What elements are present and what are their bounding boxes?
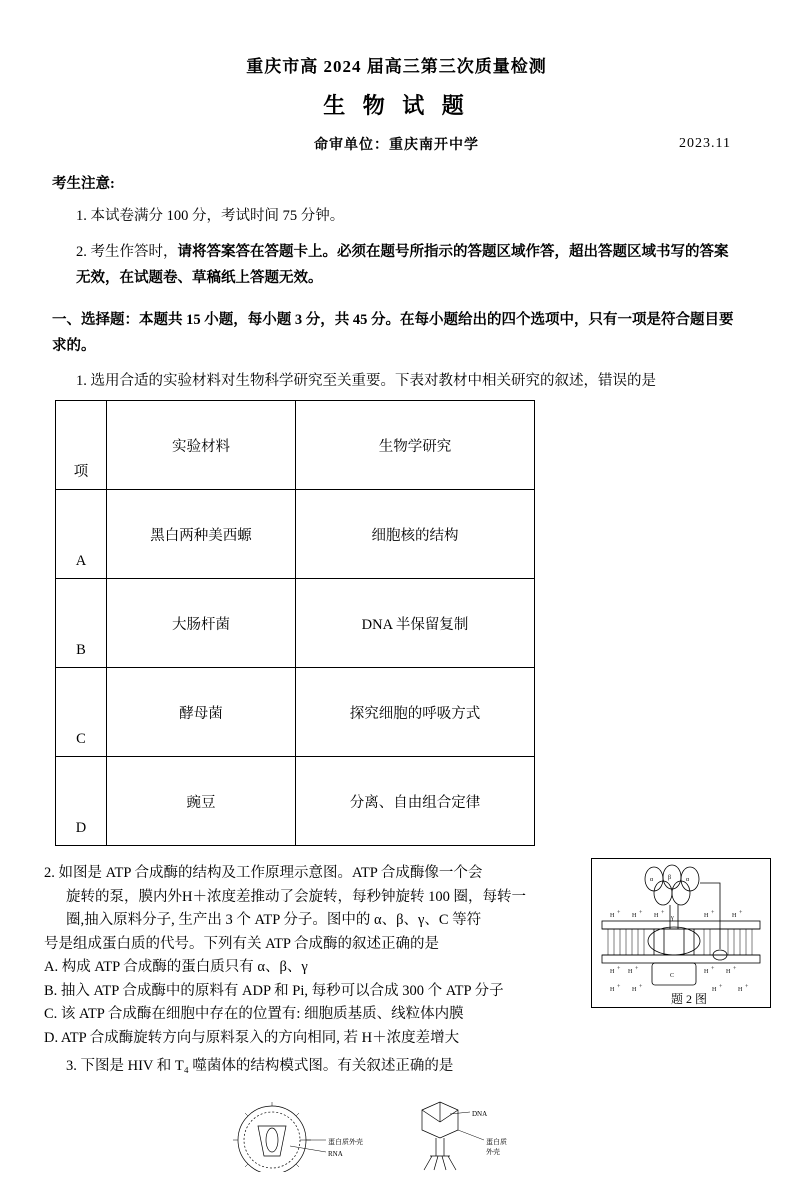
- svg-text:α: α: [686, 877, 690, 883]
- atp-synthase-diagram: [592, 859, 770, 1007]
- notice-item-2: [76, 240, 736, 291]
- svg-text:H: H: [704, 913, 709, 919]
- svg-text:+: +: [617, 910, 621, 916]
- svg-text:H: H: [610, 913, 615, 919]
- hiv-t4-figure: [200, 1100, 600, 1172]
- table-header-study: 生物学研究: [296, 401, 535, 490]
- question-2-block: [44, 862, 564, 1050]
- svg-text:H: H: [732, 913, 737, 919]
- table-row: [56, 668, 535, 757]
- svg-text:+: +: [661, 910, 665, 916]
- svg-text:+: +: [719, 984, 723, 990]
- question-2-option-b: B. 抽入 ATP 合成酶中的原料有 ADP 和 Pi, 每秒可以合成 300 个 ATP 分子: [44, 982, 504, 999]
- svg-text:H: H: [704, 969, 709, 975]
- table-header-material: 实验材料: [107, 401, 296, 490]
- notice-item-2-part-a: 2. 考生作答时，: [76, 244, 178, 261]
- svg-text:+: +: [739, 910, 743, 916]
- svg-text:蛋白质外壳: 蛋白质外壳: [328, 1138, 363, 1146]
- svg-text:+: +: [711, 966, 715, 972]
- table-row: [56, 490, 535, 579]
- question-2-option-d: D. ATP 合成酶旋转方向与原料泵入的方向相同, 若 H＋浓度差增大: [44, 1029, 460, 1046]
- page-title: 重庆市高 2024 届高三第三次质量检测: [246, 57, 547, 76]
- table-row-label: A: [56, 490, 107, 579]
- notice-item-2-part-d: 写的答案无效: [76, 244, 729, 286]
- table-cell-material: 大肠杆菌: [107, 579, 296, 668]
- svg-text:β: β: [668, 875, 672, 881]
- question-3-text: 3. 下图是 HIV 和 T₄ 噬菌体的结构模式图。有关叙述正确的是: [66, 1058, 454, 1075]
- svg-text:DNA: DNA: [472, 1110, 488, 1118]
- notice-heading: 考生注意:: [52, 176, 115, 192]
- question-2-option-a: A. 构成 ATP 合成酶的蛋白质只有 α、β、γ: [44, 959, 308, 976]
- question-2-option-c: C. 该 ATP 合成酶在细胞中存在的位置有: 细胞质基质、线粒体内膜: [44, 1006, 464, 1023]
- section-one-text: 本题共 15 小题，每小题 3 分，共 45 分。在每小题给出的四个选项中，只有一项是符合题目要求的。: [52, 312, 734, 355]
- question-2-line-3: 圈,抽入原料分子, 生产出 3 个 ATP 分子。图中的 α、β、γ、C 等符: [66, 912, 482, 929]
- svg-text:H: H: [738, 987, 743, 993]
- table-row-label: D: [56, 757, 107, 846]
- question-1-table: [55, 400, 535, 846]
- svg-text:H: H: [726, 969, 731, 975]
- table-row-label: B: [56, 579, 107, 668]
- svg-text:蛋白质: 蛋白质: [486, 1138, 507, 1146]
- question-2-line-2: 旋转的泵，膜内外H＋浓度差推动了会旋转，每秒钟旋转 100 圈，每转一: [66, 888, 526, 905]
- svg-text:H: H: [654, 913, 659, 919]
- table-header-row: [56, 401, 535, 490]
- table-cell-study: 细胞核的结构: [296, 490, 535, 579]
- svg-text:H: H: [610, 969, 615, 975]
- question-2-line-4: 号是组成蛋白质的代号。下列有关 ATP 合成酶的叙述正确的是: [44, 935, 439, 952]
- notice-item-1: 1. 本试卷满分 100 分，考试时间 75 分钟。: [76, 208, 345, 224]
- hiv-t4-diagram: [200, 1100, 600, 1172]
- svg-text:+: +: [639, 984, 643, 990]
- svg-text:+: +: [733, 966, 737, 972]
- svg-text:α: α: [650, 877, 654, 883]
- svg-text:H: H: [712, 987, 717, 993]
- svg-text:H: H: [628, 969, 633, 975]
- atp-synthase-figure: [591, 858, 771, 1008]
- table-cell-material: 黑白两种美西螈: [107, 490, 296, 579]
- svg-text:+: +: [711, 910, 715, 916]
- svg-text:H: H: [632, 913, 637, 919]
- svg-text:H: H: [610, 987, 615, 993]
- table-row: [56, 579, 535, 668]
- notice-item-2-part-b: 请将答案答在答题卡上。必须在题号所指示的答题区域作答，: [177, 244, 569, 261]
- question-2-line-1: 2. 如图是 ATP 合成酶的结构及工作原理示意图。ATP 合成酶像一个会: [44, 865, 483, 882]
- svg-text:外壳: 外壳: [486, 1148, 500, 1156]
- table-cell-study: 探究细胞的呼吸方式: [296, 668, 535, 757]
- notice-item-2-part-e: ，在试题卷、草稿纸上答题无效。: [105, 269, 323, 286]
- table-cell-study: 分离、自由组合定律: [296, 757, 535, 846]
- svg-text:C: C: [670, 973, 675, 979]
- svg-text:RNA: RNA: [328, 1150, 343, 1158]
- authoring-unit: 命审单位：重庆南开中学: [314, 138, 479, 153]
- section-one-heading: [52, 307, 742, 359]
- svg-text:+: +: [639, 910, 643, 916]
- svg-text:+: +: [745, 984, 749, 990]
- table-cell-material: 酵母菌: [107, 668, 296, 757]
- svg-text:+: +: [617, 984, 621, 990]
- notice-item-2-part-c: 超出答题区域书: [569, 244, 671, 261]
- figure-2-caption: 题 2 图: [670, 992, 707, 1006]
- table-row: [56, 757, 535, 846]
- exam-paper-page: [0, 52, 793, 1174]
- table-row-label: C: [56, 668, 107, 757]
- svg-text:+: +: [617, 966, 621, 972]
- section-one-label: 一、选择题：: [52, 312, 139, 329]
- question-1-stem: 1. 选用合适的实验材料对生物科学研究至关重要。下表对教材中相关研究的叙述，错误的是: [76, 373, 656, 390]
- table-cell-material: 豌豆: [107, 757, 296, 846]
- svg-text:γ: γ: [671, 915, 674, 921]
- table-cell-study: DNA 半保留复制: [296, 579, 535, 668]
- svg-text:+: +: [635, 966, 639, 972]
- date-stamp: 2023.11: [679, 136, 731, 151]
- question-3-stem: [66, 1054, 793, 1075]
- svg-text:H: H: [632, 987, 637, 993]
- subject-title: 生 物 试 题: [323, 93, 470, 118]
- table-header-item: 项: [56, 401, 107, 490]
